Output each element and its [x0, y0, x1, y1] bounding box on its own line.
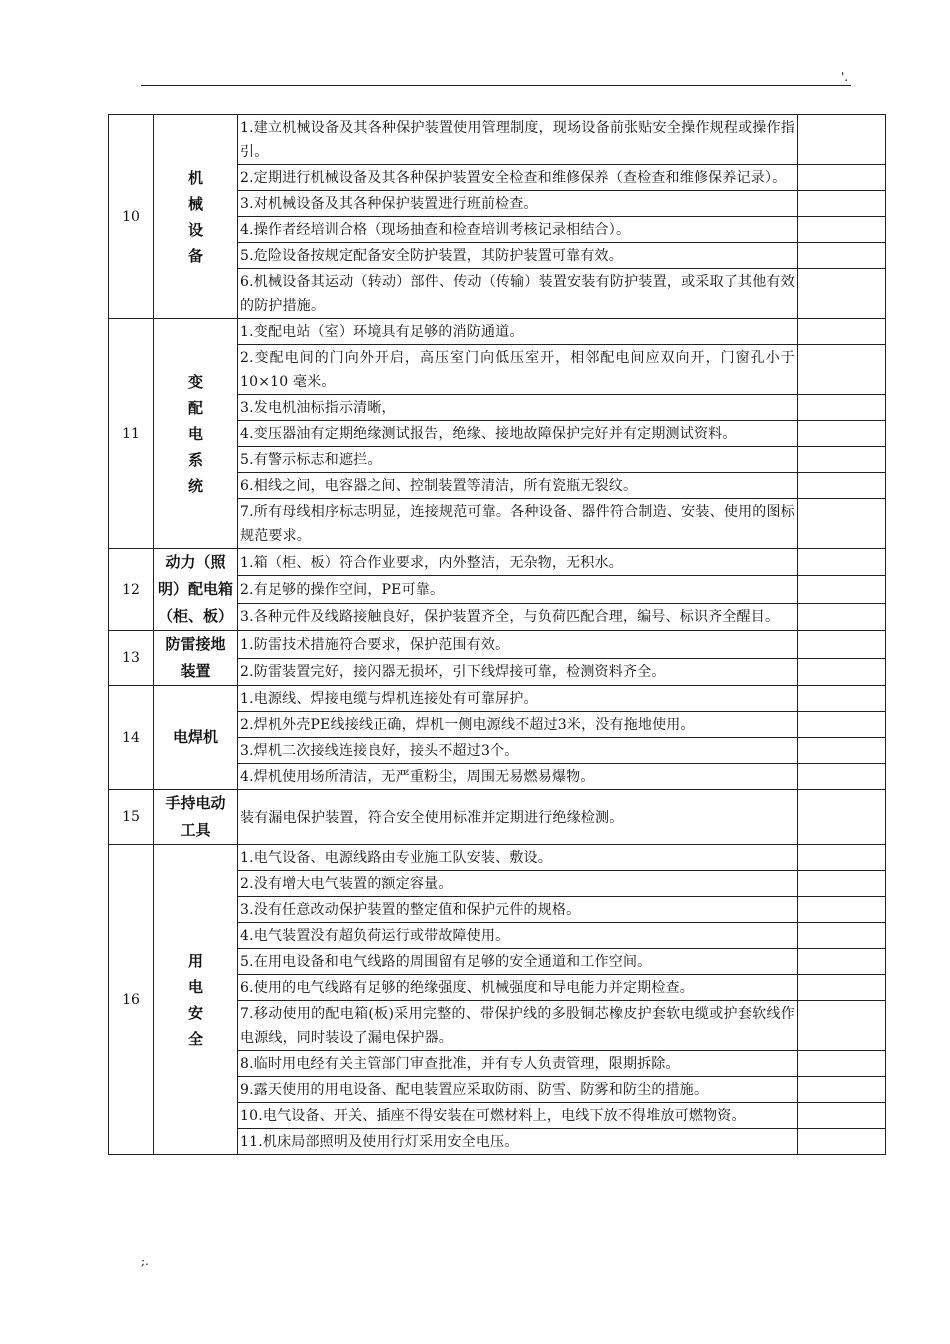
- check-item: 4.操作者经培训合格（现场抽查和检查培训考核记录相结合）。: [238, 217, 798, 243]
- result-cell: [798, 243, 886, 269]
- section-category: 机 械 设 备: [154, 115, 238, 319]
- result-cell: [798, 447, 886, 473]
- result-cell: [798, 1001, 886, 1051]
- result-cell: [798, 658, 886, 686]
- footer-mark: ;.: [141, 1254, 149, 1268]
- table-row: [109, 790, 886, 845]
- section-number: 13: [109, 631, 154, 686]
- check-item: 9.露天使用的用电设备、配电装置应采取防雨、防雪、防雾和防尘的措施。: [238, 1077, 798, 1103]
- section-category: 手持电动 工具: [154, 790, 238, 845]
- result-cell: [798, 549, 886, 576]
- section-number: 12: [109, 549, 154, 631]
- result-cell: [798, 712, 886, 738]
- table-row: [109, 115, 886, 165]
- section-category: 变 配 电 系 统: [154, 319, 238, 549]
- table-body: [109, 115, 886, 1155]
- section-number: 10: [109, 115, 154, 319]
- check-item: 2.变配电间的门向外开启，高压室门向低压室开，相邻配电间应双向开，门窗孔小于 10×10 毫米。: [238, 345, 798, 395]
- result-cell: [798, 165, 886, 191]
- result-cell: [798, 421, 886, 447]
- table-row: [109, 631, 886, 659]
- result-cell: [798, 1051, 886, 1077]
- check-item: 2.防雷装置完好，接闪器无损坏，引下线焊接可靠，检测资料齐全。: [238, 658, 798, 686]
- check-item: 5.有警示标志和遮拦。: [238, 447, 798, 473]
- section-category: 动力（照 明）配电箱 （柜、板）: [154, 549, 238, 631]
- result-cell: [798, 473, 886, 499]
- check-item: 3.对机械设备及其各种保护装置进行班前检查。: [238, 191, 798, 217]
- check-item: 10.电气设备、开关、插座不得安装在可燃材料上，电线下放不得堆放可燃物资。: [238, 1103, 798, 1129]
- check-item: 2.定期进行机械设备及其各种保护装置安全检查和维修保养（查检查和维修保养记录）。: [238, 165, 798, 191]
- result-cell: [798, 319, 886, 345]
- check-item: 11.机床局部照明及使用行灯采用安全电压。: [238, 1129, 798, 1155]
- result-cell: [798, 269, 886, 319]
- check-item: 4.焊机使用场所清洁，无严重粉尘，周围无易燃易爆物。: [238, 764, 798, 790]
- check-item: 3.没有任意改动保护装置的整定值和保护元件的规格。: [238, 897, 798, 923]
- result-cell: [798, 1077, 886, 1103]
- check-item: 1.箱（柜、板）符合作业要求，内外整洁，无杂物，无积水。: [238, 549, 798, 576]
- result-cell: [798, 871, 886, 897]
- check-item: 1.电气设备、电源线路由专业施工队安装、敷设。: [238, 845, 798, 871]
- result-cell: [798, 217, 886, 243]
- check-item: 6.机械设备其运动（转动）部件、传动（传输）装置安装有防护装置，或采取了其他有效的防护措施。: [238, 269, 798, 319]
- table-row: [109, 319, 886, 345]
- section-number: 16: [109, 845, 154, 1155]
- table-row: [109, 549, 886, 576]
- check-item: 4.变压器油有定期绝缘测试报告，绝缘、接地故障保护完好并有定期测试资料。: [238, 421, 798, 447]
- result-cell: [798, 576, 886, 603]
- section-number: 14: [109, 686, 154, 790]
- result-cell: [798, 686, 886, 712]
- check-item: 3.发电机油标指示清晰，: [238, 395, 798, 421]
- result-cell: [798, 115, 886, 165]
- check-item: 5.在用电设备和电气线路的周围留有足够的安全通道和工作空间。: [238, 949, 798, 975]
- section-number: 11: [109, 319, 154, 549]
- check-item: 2.没有增大电气装置的额定容量。: [238, 871, 798, 897]
- section-number: 15: [109, 790, 154, 845]
- check-item: 1.防雷技术措施符合要求，保护范围有效。: [238, 631, 798, 659]
- result-cell: [798, 1103, 886, 1129]
- check-item: 1.电源线、焊接电缆与焊机连接处有可靠屏护。: [238, 686, 798, 712]
- result-cell: [798, 603, 886, 630]
- section-category: 用 电 安 全: [154, 845, 238, 1155]
- result-cell: [798, 1129, 886, 1155]
- check-item: 2.焊机外壳PE线接线正确，焊机一侧电源线不超过3米，没有拖地使用。: [238, 712, 798, 738]
- result-cell: [798, 764, 886, 790]
- check-item: 1.建立机械设备及其各种保护装置使用管理制度，现场设备前张贴安全操作规程或操作指引。: [238, 115, 798, 165]
- check-item: 1.变配电站（室）环境具有足够的消防通道。: [238, 319, 798, 345]
- result-cell: [798, 345, 886, 395]
- result-cell: [798, 499, 886, 549]
- check-item: 8.临时用电经有关主管部门审查批准，并有专人负责管理，限期拆除。: [238, 1051, 798, 1077]
- header-mark: '.: [841, 70, 849, 84]
- check-item: 7.移动使用的配电箱(板)采用完整的、带保护线的多股铜芯橡皮护套软电缆或护套软线作电源线，同时装设了漏电保护器。: [238, 1001, 798, 1051]
- section-category: 电焊机: [154, 686, 238, 790]
- check-item: 6.使用的电气线路有足够的绝缘强度、机械强度和导电能力并定期检查。: [238, 975, 798, 1001]
- table-row: [109, 686, 886, 712]
- result-cell: [798, 923, 886, 949]
- result-cell: [798, 631, 886, 659]
- result-cell: [798, 738, 886, 764]
- result-cell: [798, 790, 886, 845]
- result-cell: [798, 975, 886, 1001]
- check-item: 4.电气装置没有超负荷运行或带故障使用。: [238, 923, 798, 949]
- check-item: 2.有足够的操作空间，PE可靠。: [238, 576, 798, 603]
- inspection-table: [108, 114, 886, 1155]
- check-item: 5.危险设备按规定配备安全防护装置，其防护装置可靠有效。: [238, 243, 798, 269]
- check-item: 3.各种元件及线路接触良好，保护装置齐全，与负荷匹配合理，编号、标识齐全醒目。: [238, 603, 798, 630]
- result-cell: [798, 845, 886, 871]
- section-category: 防雷接地 装置: [154, 631, 238, 686]
- header-rule: [141, 85, 851, 86]
- check-item: 6.相线之间，电容器之间、控制装置等清洁，所有瓷瓶无裂纹。: [238, 473, 798, 499]
- table-row: [109, 845, 886, 871]
- result-cell: [798, 191, 886, 217]
- result-cell: [798, 897, 886, 923]
- result-cell: [798, 395, 886, 421]
- check-item: 3.焊机二次接线连接良好，接头不超过3个。: [238, 738, 798, 764]
- check-item: 装有漏电保护装置，符合安全使用标准并定期进行绝缘检测。: [238, 790, 798, 845]
- check-item: 7.所有母线相序标志明显，连接规范可靠。各种设备、器件符合制造、安装、使用的图标规范要求。: [238, 499, 798, 549]
- result-cell: [798, 949, 886, 975]
